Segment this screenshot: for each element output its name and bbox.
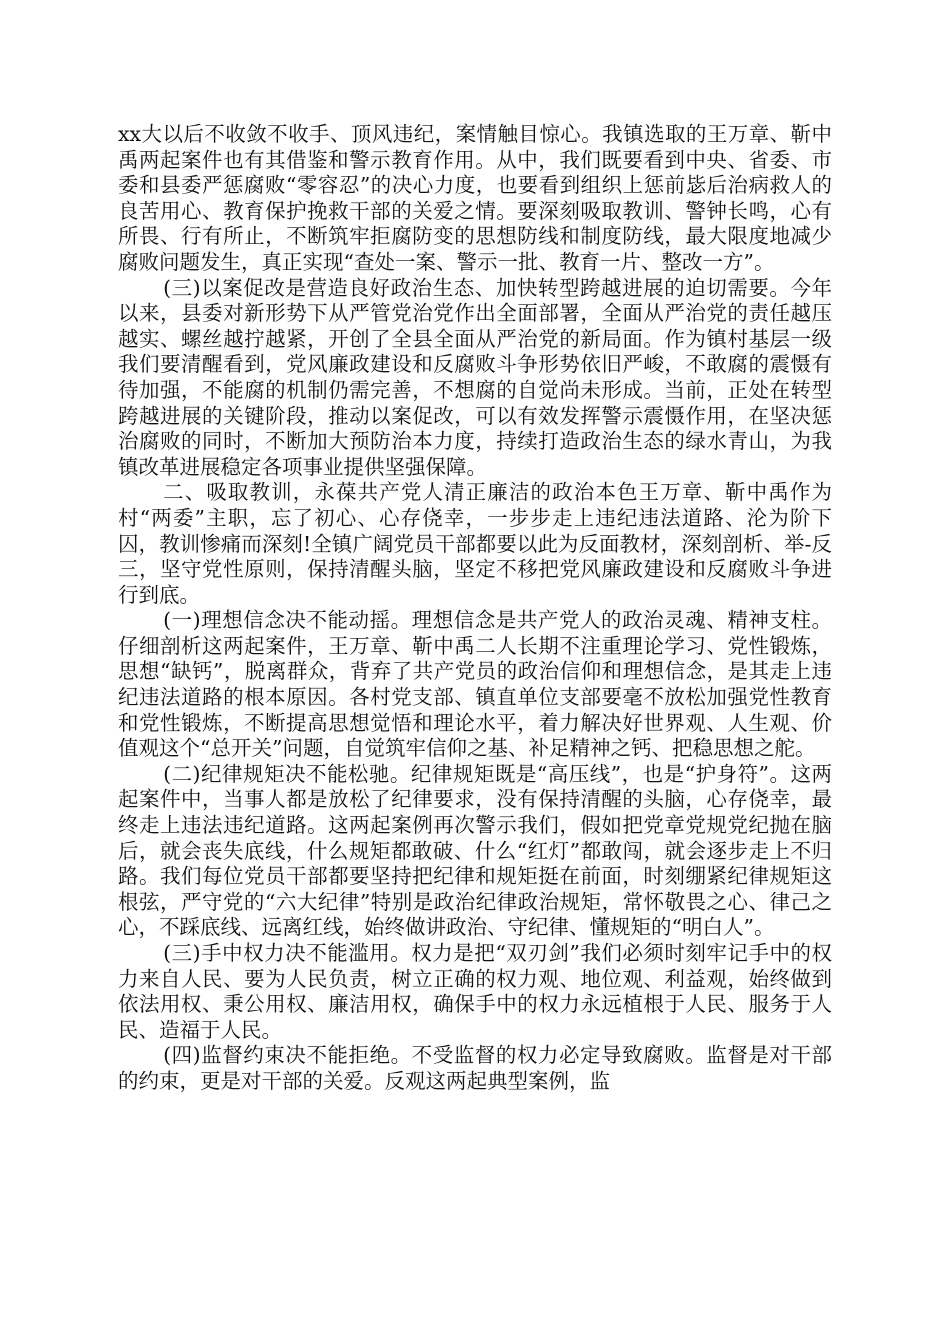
paragraph-supervision: (四)监督约束决不能拒绝。不受监督的权力必定导致腐败。监督是对干部的约束，更是对干部的关爱。反观这两起典型案例，监 <box>118 1043 832 1093</box>
paragraph-discipline-rules: (二)纪律规矩决不能松驰。纪律规矩既是“高压线”，也是“护身符”。这两起案件中，当事人都是放松了纪律要求，没有保持清醒的头脑，心存侥幸，最终走上违法违纪道路。这两起案例再次警示我们，假如把党章党规党纪抛在脑后，就会丧失底线，什么规矩都敢破、什么“红灯”都敢闯，就会逐步走上不归路。我们每位党员干部都要坚持把纪律和规矩挺在前面，时刻绷紧纪律规矩这根弦，严守党的“六大纪律”特别是政治纪律政治规矩，常怀敬畏之心、律己之心，不踩底线、远离红线，始终做讲政治、守纪律、懂规矩的“明白人”。 <box>118 761 832 940</box>
paragraph-section-3-reform: (三)以案促改是营造良好政治生态、加快转型跨越进展的迫切需要。今年以来，县委对新形势下从严管党治党作出全面部署，全面从严治党的责任越压越实、螺丝越拧越紧，开创了全县全面从严治党的新局面。作为镇村基层一级我们要清醒看到，党风廉政建设和反腐败斗争形势依旧严峻，不敢腐的震慑有待加强，不能腐的机制仍需完善，不想腐的自觉尚未形成。当前，正处在转型跨越进展的关键阶段，推动以案促改，可以有效发挥警示震慑作用，在坚决惩治腐败的同时，不断加大预防治本力度，持续打造政治生态的绿水青山，为我镇改革进展稳定各项事业提供坚强保障。 <box>118 275 832 479</box>
paragraph-power-abuse: (三)手中权力决不能滥用。权力是把“双刃剑”我们必须时刻牢记手中的权力来自人民、要为人民负责，树立正确的权力观、地位观、利益观，始终做到依法用权、秉公用权、廉洁用权，确保手中的权力永远植根于人民、服务于人民、造福于人民。 <box>118 941 832 1042</box>
paragraph-case-lessons-continued: xx大以后不收敛不收手、顶风违纪，案情触目惊心。我镇选取的王万章、靳中禹两起案件也有其借鉴和警示教育作用。从中，我们既要看到中央、省委、市委和县委严惩腐败“零容忍”的决心力度，也要看到组织上惩前毖后治病救人的良苦用心、教育保护挽救干部的关爱之情。要深刻吸取教训、警钟长鸣，心有所畏、行有所止，不断筑牢拒腐防变的思想防线和制度防线，最大限度地减少腐败问题发生，真正实现“查处一案、警示一批、教育一片、整改一方”。 <box>118 122 832 274</box>
paragraph-ideals-beliefs: (一)理想信念决不能动摇。理想信念是共产党人的政治灵魂、精神支柱。仔细剖析这两起案件，王万章、靳中禹二人长期不注重理论学习、党性锻炼，思想“缺钙”，脱离群众，背弃了共产党员的政治信仰和理想信念，是其走上违纪违法道路的根本原因。各村党支部、镇直单位支部要毫不放松加强党性教育和党性锻炼，不断提高思想觉悟和理论水平，着力解决好世界观、人生观、价值观这个“总开关”问题，自觉筑牢信仰之基、补足精神之钙、把稳思想之舵。 <box>118 608 832 761</box>
paragraph-part-2-lessons: 二、吸取教训，永葆共产党人清正廉洁的政治本色王万章、靳中禹作为村“两委”主职，忘了初心、心存侥幸，一步步走上违纪违法道路、沦为阶下囚，教训惨痛而深刻!全镇广阔党员干部都要以此为反面教材，深刻剖析、举-反三，坚守党性原则，保持清醒头脑，坚定不移把党风廉政建设和反腐败斗争进行到底。 <box>118 480 832 607</box>
document-page <box>118 122 832 1095</box>
